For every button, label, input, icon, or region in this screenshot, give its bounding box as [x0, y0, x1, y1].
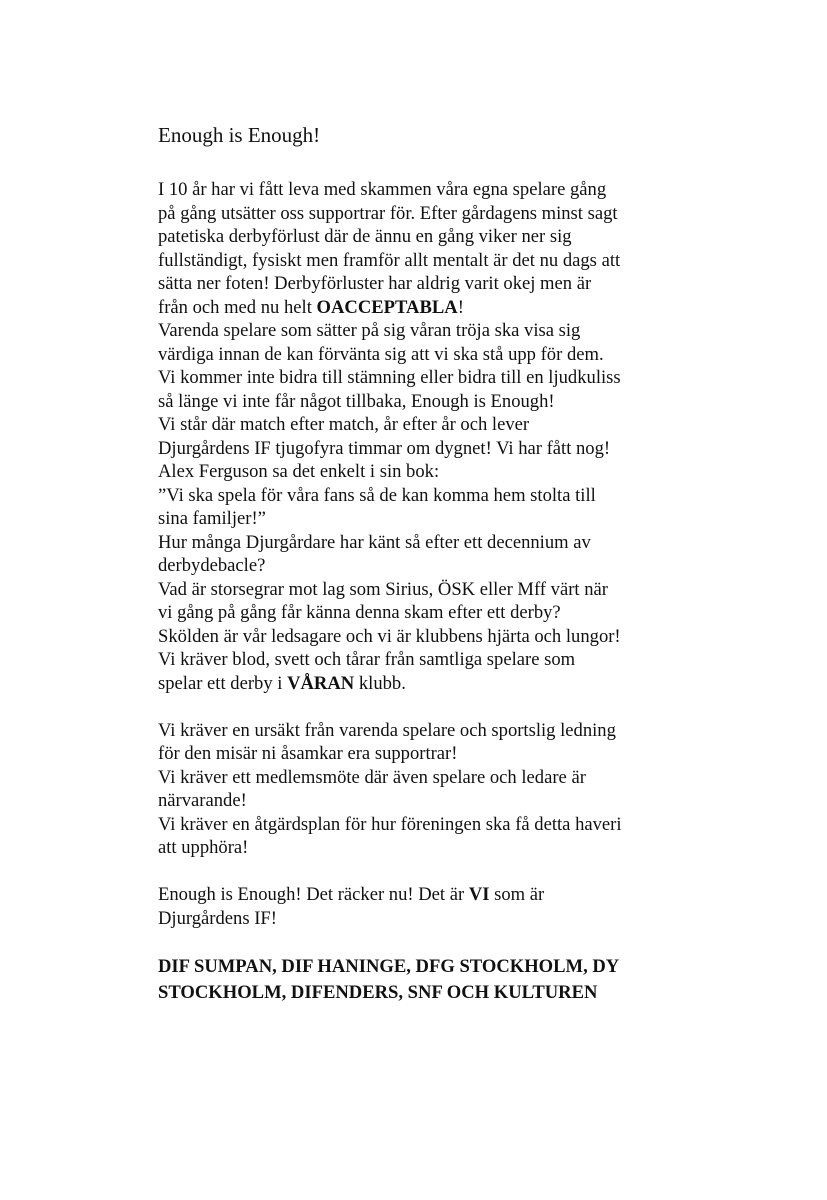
text-line: Vi kräver en åtgärdsplan för hur föreningen ska få detta haveri	[158, 813, 622, 835]
paragraph-gap	[158, 930, 678, 954]
text-line: att upphöra!	[158, 837, 249, 858]
signature-line: STOCKHOLM, DIFENDERS, SNF OCH KULTUREN	[158, 981, 598, 1003]
paragraph-demands	[158, 719, 678, 860]
text-line: sätta ner foten! Derbyförluster har aldrig varit okej men är	[158, 273, 592, 294]
text-segment: som är	[489, 884, 545, 905]
document-page	[158, 120, 678, 1006]
text-line: Alex Ferguson sa det enkelt i sin bok:	[158, 461, 440, 482]
text-segment: från och med nu helt	[158, 296, 317, 318]
text-line: på gång utsätter oss supportrar för. Efter gårdagens minst sagt	[158, 202, 618, 224]
text-line: fullständigt, fysiskt men framför allt mentalt är det nu dags att	[158, 249, 621, 271]
text-line: för den misär ni åsamkar era supportrar!	[158, 743, 458, 764]
text-line: Hur många Djurgårdare har känt så efter ett decennium av	[158, 531, 591, 553]
text-line: närvarande!	[158, 790, 247, 811]
emphasis-vi: VI	[468, 884, 490, 905]
signature-block	[158, 954, 678, 1006]
text-segment: Enough is Enough! Det räcker nu! Det är	[158, 884, 469, 905]
paragraph-gap	[158, 860, 678, 884]
emphasis-oacceptabla: OACCEPTABLA	[316, 296, 458, 318]
text-line: Vi kommer inte bidra till stämning eller bidra till en ljudkuliss	[158, 367, 621, 388]
text-line: Skölden är vår ledsagare och vi är klubbens hjärta och lungor!	[158, 625, 621, 647]
text-line	[158, 672, 678, 696]
text-line: så länge vi inte får något tillbaka, Enough is Enough!	[158, 390, 555, 412]
text-line: Vi kräver blod, svett och tårar från samtliga spelare som	[158, 649, 576, 670]
signature-line: DIF SUMPAN, DIF HANINGE, DFG STOCKHOLM, DY	[158, 955, 620, 977]
paragraph-gap	[158, 695, 678, 719]
text-line	[158, 883, 678, 907]
text-line	[158, 296, 678, 320]
text-segment: !	[457, 296, 464, 318]
text-line: I 10 år har vi fått leva med skammen våra egna spelare gång	[158, 179, 607, 200]
document-title: Enough is Enough!	[158, 123, 321, 147]
text-line: Vad är storsegrar mot lag som Sirius, ÖSK eller Mff värt när	[158, 578, 608, 600]
text-line: ”Vi ska spela för våra fans så de kan komma hem stolta till	[158, 484, 596, 506]
text-line: Djurgårdens IF!	[158, 907, 277, 929]
paragraph-main	[158, 178, 678, 695]
text-line: vi gång på gång får känna denna skam efter ett derby?	[158, 602, 561, 623]
text-line: Vi kräver ett medlemsmöte där även spelare och ledare är	[158, 766, 586, 788]
text-line: Varenda spelare som sätter på sig våran tröja ska visa sig	[158, 320, 581, 341]
emphasis-varan: VÅRAN	[287, 672, 355, 694]
text-line: Vi kräver en ursäkt från varenda spelare och sportslig ledning	[158, 719, 616, 741]
text-segment: spelar ett derby i	[158, 672, 288, 694]
text-line: Vi står där match efter match, år efter år och lever	[158, 414, 530, 435]
text-line: patetiska derbyförlust där de ännu en gång viker ner sig	[158, 226, 572, 247]
text-line: derbydebacle?	[158, 555, 266, 576]
text-segment: klubb.	[354, 672, 406, 694]
text-line: värdiga innan de kan förvänta sig att vi ska stå upp för dem.	[158, 343, 604, 365]
text-line: Djurgårdens IF tjugofyra timmar om dygnet! Vi har fått nog!	[158, 437, 611, 459]
text-line: sina familjer!”	[158, 508, 266, 529]
paragraph-closing	[158, 883, 678, 930]
